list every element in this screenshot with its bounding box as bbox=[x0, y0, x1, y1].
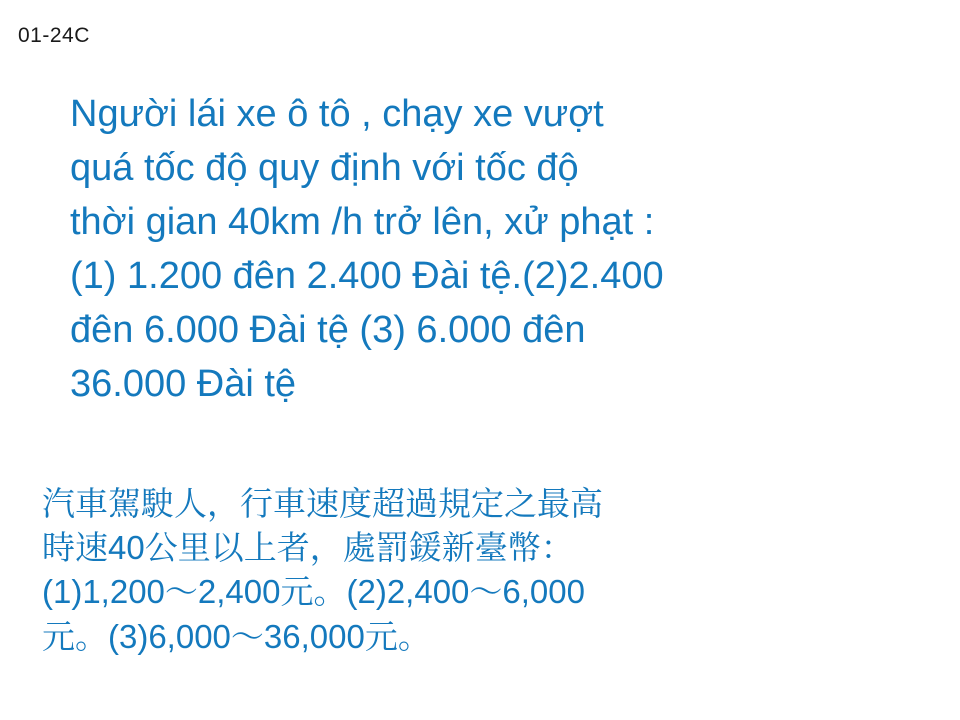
vietnamese-question-text bbox=[70, 88, 930, 412]
vietnamese-line: đên 6.000 Đài tệ (3) 6.000 đên bbox=[70, 308, 586, 351]
chinese-question-text bbox=[42, 482, 932, 659]
chinese-line: 汽車駕駛人，行車速度超過規定之最高 bbox=[42, 485, 603, 522]
vietnamese-line: Người lái xe ô tô , chạy xe vượt bbox=[70, 93, 604, 135]
chinese-line: 時速40公里以上者，處罰鍰新臺幣： bbox=[42, 529, 574, 567]
vietnamese-line: (1) 1.200 đên 2.400 Đài tệ.(2)2.400 bbox=[70, 254, 664, 297]
vietnamese-line: quá tốc độ quy định với tốc độ bbox=[70, 146, 579, 189]
vietnamese-line: thời gian 40km /h trở lên, xử phạt : bbox=[70, 200, 655, 243]
chinese-line: 元。(3)6,000～36,000元。 bbox=[42, 617, 431, 655]
vietnamese-line: 36.000 Đài tệ bbox=[70, 362, 297, 405]
chinese-line: (1)1,200～2,400元。(2)2,400～6,000 bbox=[42, 573, 585, 611]
slide-code-label: 01-24C bbox=[18, 24, 90, 47]
